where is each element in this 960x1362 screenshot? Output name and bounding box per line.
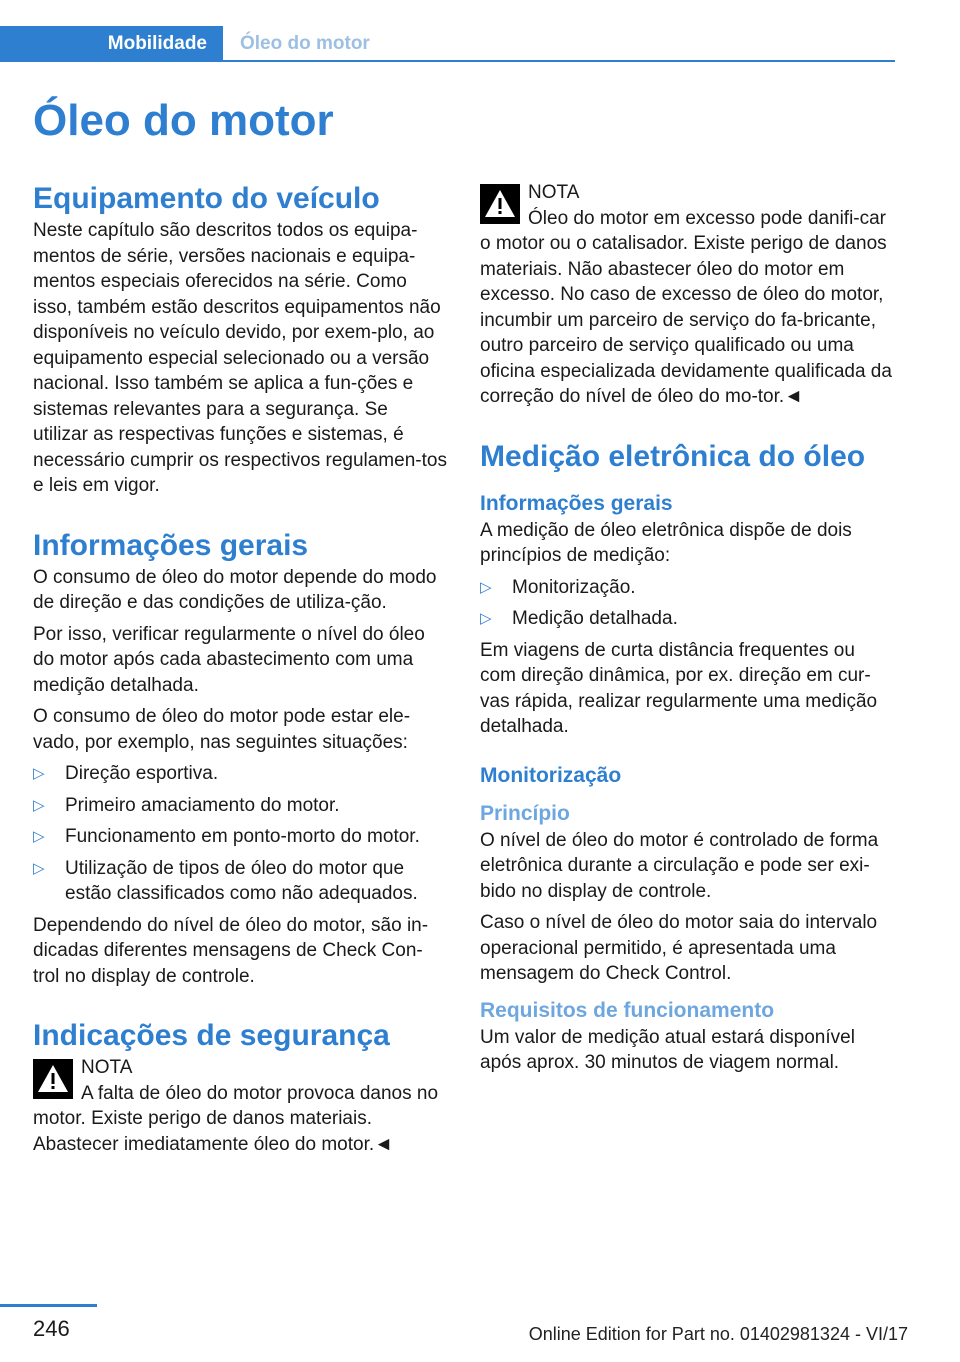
list-item-text: Monitorização. [512, 576, 636, 598]
list-item [33, 824, 448, 850]
list-item [33, 856, 448, 907]
situations-list [33, 761, 448, 907]
warning-icon [480, 184, 520, 224]
list-item-text: Primeiro amaciamento do motor. [65, 794, 340, 816]
list-item [480, 606, 895, 632]
list-item-text: Utilização de tipos de óleo do motor que estão classificados como não adequados. [65, 857, 418, 904]
list-item-text: Direção esportiva. [65, 763, 219, 784]
heading-informacoes-gerais: Informações gerais [33, 528, 309, 562]
page-title: Óleo do motor [33, 96, 334, 145]
left-column [33, 180, 448, 1157]
bullet-triangle-icon: ▷ [33, 796, 45, 814]
list-item-text: Funcionamento em ponto-morto do motor. [65, 826, 420, 847]
tab-oleo-do-motor[interactable] [240, 26, 370, 62]
heading-medicao-eletronica: Medição eletrônica do óleo [480, 439, 866, 473]
paragraph-principios: A medição de óleo eletrônica dispõe de dois princípios de medição: [480, 519, 852, 566]
bullet-triangle-icon: ▷ [33, 828, 45, 845]
paragraph-equipamento: Neste capítulo são descritos todos os equipa-mentos de série, versões nacionais e equipa-mentos especiais oferecidos na série. Como isso, também estão descritos equipamentos não disponíveis no veículo devido, por exem-plo, ao equipamento especial selecionado ou a versão nacional. Isso também se aplica a fun-ções e sistemas relevantes para a segurança. Se utilizar as respectivas funções e sistemas, é necessário cumprir os respectivos regulamen-tos e leis em vigor. [33, 220, 447, 496]
subheading-monitorizacao: Monitorização [480, 763, 622, 787]
paragraph-principio-1: O nível de óleo do motor é controlado de forma eletrônica durante a circulação e pode ser exi-bido no display de controle. [480, 829, 879, 902]
paragraph-check-control: Dependendo do nível de óleo do motor, são in-dicadas diferentes mensagens de Check Con-trol no display de controle. [33, 914, 429, 987]
paragraph-requisitos: Um valor de medição atual estará disponível após aprox. 30 minutos de viagem normal. [480, 1026, 855, 1073]
right-column [480, 180, 895, 1082]
paragraph-verificar: Por isso, verificar regularmente o nível do óleo do motor após cada abastecimento com uma medição detalhada. [33, 623, 425, 696]
list-item [33, 761, 448, 787]
list-item-text: Medição detalhada. [512, 608, 678, 629]
note-text: Óleo do motor em excesso pode danifi-car o motor ou o catalisador. Existe perigo de danos materiais. Não abastecer óleo do motor em excesso. No caso de excesso de óleo do motor, incumbir um parceiro de serviço do fa-bricante, outro parceiro de serviço qualificado ou uma oficina especializada devidamente qualificada da correção do nível de óleo do mo-tor.◄ [480, 207, 892, 407]
bullet-triangle-icon: ▷ [480, 610, 492, 627]
paragraph-situacoes: O consumo de óleo do motor pode estar ele-vado, por exemplo, nas seguintes situações: [33, 706, 411, 753]
subheading-principio: Princípio [480, 801, 570, 825]
edition-text: Online Edition for Part no. 01402981324 - VI/17 [528, 1324, 908, 1344]
note-text: A falta de óleo do motor provoca danos no motor. Existe perigo de danos materiais. Abastecer imediatamente óleo do motor.◄ [33, 1082, 439, 1155]
list-item [480, 575, 895, 601]
warning-icon [33, 1059, 73, 1099]
header-divider [0, 60, 895, 62]
page-number: 246 [33, 1316, 70, 1341]
tab-label: Óleo do motor [240, 33, 370, 54]
principles-list [480, 575, 895, 632]
subheading-requisitos: Requisitos de funcionamento [480, 998, 775, 1022]
tab-label: Mobilidade [107, 33, 207, 54]
bullet-triangle-icon: ▷ [480, 578, 492, 596]
heading-equipamento: Equipamento do veículo [33, 182, 380, 215]
paragraph-consumo: O consumo de óleo do motor depende do modo de direção e das condições de utiliza-ção. [33, 566, 437, 613]
bullet-triangle-icon: ▷ [33, 765, 45, 782]
bullet-triangle-icon: ▷ [33, 859, 45, 877]
subheading-informacoes-gerais: Informações gerais [480, 491, 673, 515]
note-label: NOTA [81, 1057, 133, 1078]
paragraph-viagens: Em viagens de curta distância frequentes ou com direção dinâmica, por ex. direção em cur-vas rápida, realizar regularmente uma medição detalhada. [480, 639, 878, 737]
warning-note [33, 1055, 448, 1157]
tab-mobilidade[interactable] [0, 26, 223, 62]
paragraph-principio-2: Caso o nível de óleo do motor saia do intervalo operacional permitido, é apresentada uma mensagem do Check Control. [480, 912, 878, 984]
footer-accent-line [0, 1304, 97, 1307]
note-label: NOTA [528, 182, 580, 203]
list-item [33, 793, 448, 819]
heading-indicacoes-seguranca: Indicações de segurança [33, 1019, 390, 1052]
warning-note [480, 180, 895, 410]
